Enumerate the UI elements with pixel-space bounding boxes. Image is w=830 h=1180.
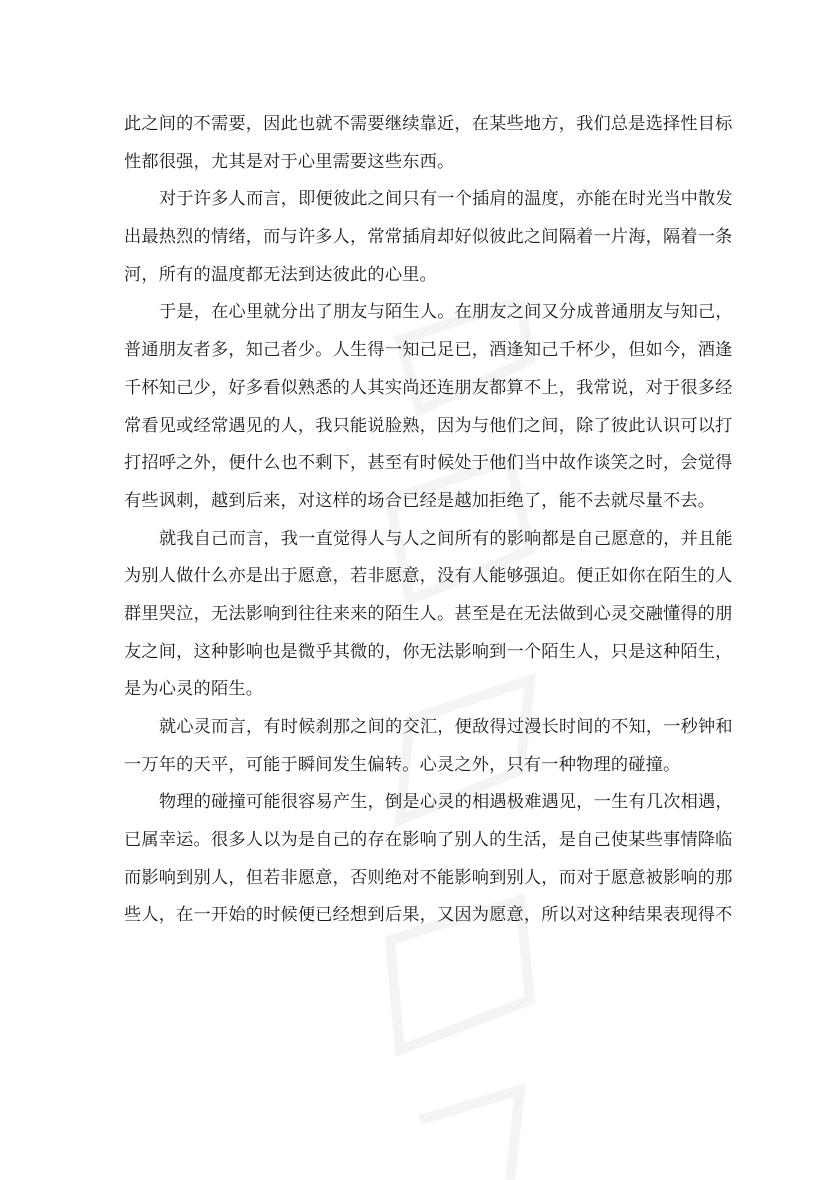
- text-line: 打招呼之外，便什么也不剩下，甚至有时候处于他们当中故作谈笑之时，会觉得: [124, 453, 733, 474]
- text-line: 此之间的不需要，因此也就不需要继续靠近，在某些地方，我们总是选择性目标: [124, 114, 733, 134]
- text-line: 河，所有的温度都无法到达彼此的心里。: [124, 264, 437, 285]
- text-line: 有些讽刺，越到后来，对这样的场合已经是越加拒绝了，能不去就尽量不去。: [124, 490, 716, 511]
- text-line: 性都很强，尤其是对于心里需要这些东西。: [124, 151, 455, 172]
- paragraph: [124, 709, 733, 784]
- text-line: 而影响到别人，但若非愿意，否则绝对不能影响到别人，而对于愿意被影响的那: [124, 867, 733, 888]
- text-line: 物理的碰撞可能很容易产生，倒是心灵的相遇极难遇见，一生有几次相遇，: [159, 792, 733, 813]
- text-line: 就心灵而言，有时候刹那之间的交汇，便敌得过漫长时间的不知，一秒钟和: [159, 717, 733, 737]
- text-line: 一万年的天平，可能于瞬间发生偏转。心灵之外，只有一种物理的碰撞。: [124, 754, 681, 775]
- paragraph: [124, 784, 733, 935]
- text-line: 些人，在一开始的时候便已经想到后果，又因为愿意，所以对这种结果表现得不: [124, 905, 733, 926]
- paragraph: [124, 521, 733, 709]
- text-line: 已属幸运。很多人以为是自己的存在影响了别人的生活，是自己使某些事情降临: [124, 830, 733, 851]
- article-body: [124, 106, 733, 935]
- text-line: 出最热烈的情绪，而与许多人，常常插肩却好似彼此之间隔着一片海，隔着一条: [124, 227, 733, 248]
- paragraph: [124, 294, 733, 520]
- text-line: 群里哭泣，无法影响到往往来来的陌生人。甚至是在无法做到心灵交融懂得的朋: [124, 603, 733, 624]
- text-line: 友之间，这种影响也是微乎其微的，你无法影响到一个陌生人，只是这种陌生，: [124, 641, 733, 662]
- text-line: 普通朋友者多，知己者少。人生得一知己足已，酒逢知己千杯少，但如今，酒逢: [124, 340, 733, 361]
- text-line: 千杯知己少，好多看似熟悉的人其实尚还连朋友都算不上，我常说，对于很多经: [124, 377, 733, 398]
- text-line: 常看见或经常遇见的人，我只能说脸熟，因为与他们之间，除了彼此认识可以打: [124, 415, 733, 436]
- text-line: 就我自己而言，我一直觉得人与人之间所有的影响都是自己愿意的，并且能: [159, 528, 733, 549]
- paragraph: [124, 181, 733, 294]
- text-line: 为别人做什么亦是出于愿意，若非愿意，没有人能够强迫。便正如你在陌生的人: [124, 566, 733, 587]
- text-line: 是为心灵的陌生。: [124, 679, 264, 700]
- text-line: 于是，在心里就分出了朋友与陌生人。在朋友之间又分成普通朋友与知己，: [159, 302, 733, 323]
- text-line: 对于许多人而言，即便彼此之间只有一个插肩的温度，亦能在时光当中散发: [159, 189, 733, 210]
- paragraph: [124, 106, 733, 181]
